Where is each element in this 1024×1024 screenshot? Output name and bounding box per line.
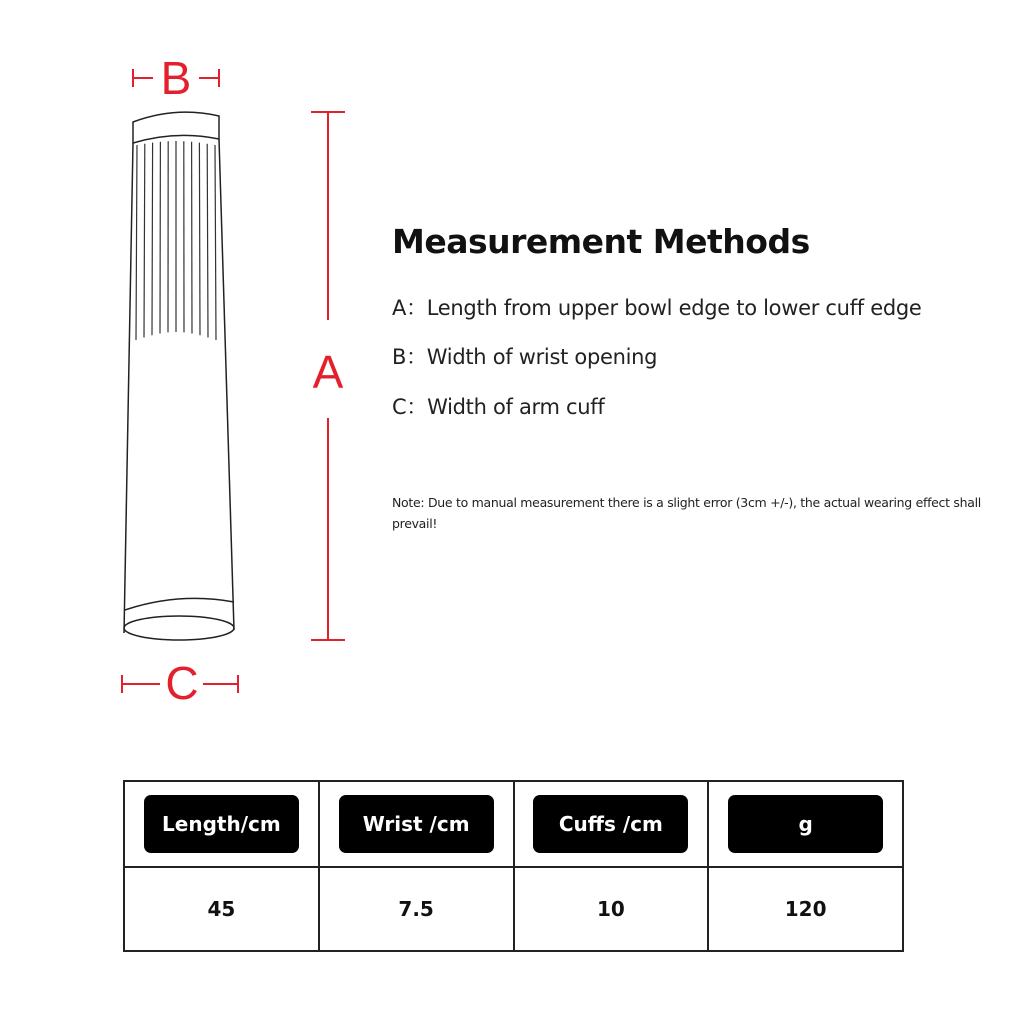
- rib-line: [152, 143, 153, 336]
- rib-line: [215, 145, 216, 340]
- rib-lines: [136, 141, 216, 340]
- method-b: B：Width of wrist opening: [392, 345, 658, 369]
- header-length: Length/cm: [144, 795, 299, 853]
- value-cuffs: 10: [514, 867, 709, 951]
- value-wrist: 7.5: [319, 867, 514, 951]
- dimension-label-c: C: [165, 657, 199, 709]
- value-weight: 120: [708, 867, 903, 951]
- header-cuffs: Cuffs /cm: [533, 795, 688, 853]
- dimension-label-b: B: [160, 52, 192, 104]
- header-wrist: Wrist /cm: [339, 795, 494, 853]
- page-title: Measurement Methods: [392, 222, 810, 261]
- method-a: A：Length from upper bowl edge to lower cuff edge: [392, 296, 922, 320]
- sleeve-outline: [124, 112, 234, 640]
- rib-line: [144, 144, 145, 338]
- table-row: [124, 867, 903, 951]
- note-text: Note: Due to manual measurement there is a slight error (3cm +/-), the actual wearing effect shall prevail!: [392, 495, 981, 531]
- size-table: [123, 780, 904, 952]
- header-weight: g: [728, 795, 883, 853]
- rib-line: [207, 144, 208, 338]
- method-c: C：Width of arm cuff: [392, 395, 605, 419]
- rib-line: [199, 143, 200, 336]
- rib-line: [136, 145, 137, 340]
- table-header-row: [124, 781, 903, 867]
- value-length: 45: [124, 867, 319, 951]
- dimension-label-a: A: [312, 346, 344, 398]
